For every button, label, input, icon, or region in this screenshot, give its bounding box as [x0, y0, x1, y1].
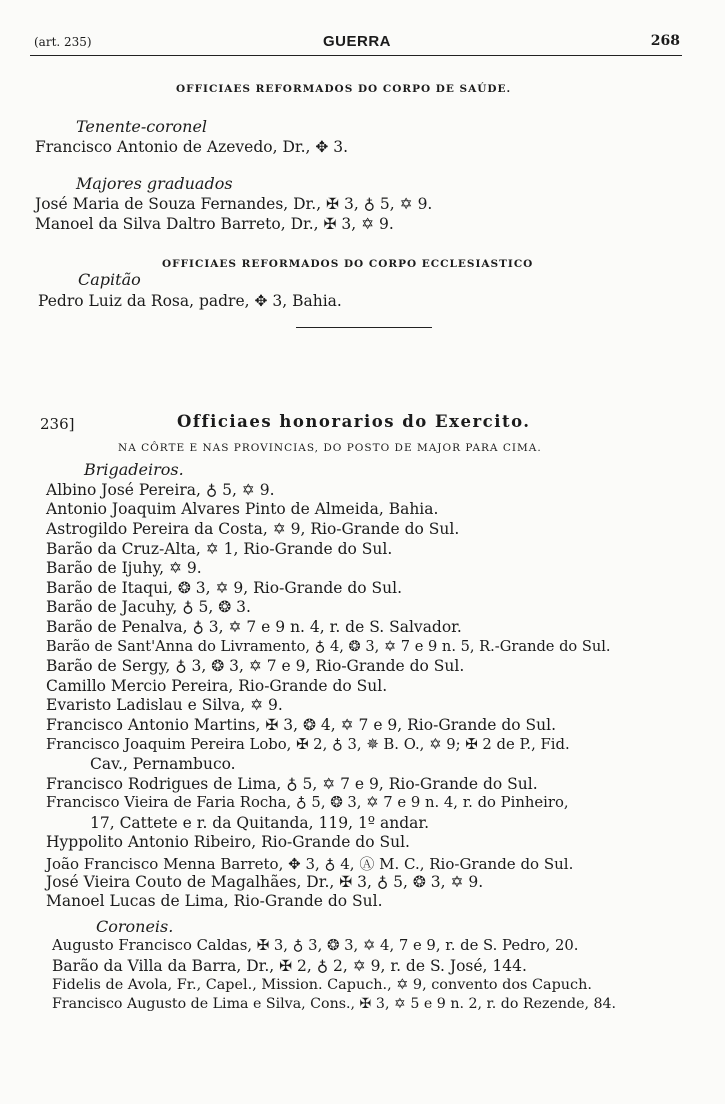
- list-item: Francisco Vieira de Faria Rocha, ♁ 5, ❂ 3, ✡ 7 e 9 n. 4, r. do Pinheiro,: [46, 794, 569, 811]
- page-header: [34, 33, 680, 53]
- list-item: Francisco Joaquim Pereira Lobo, ✠ 2, ♁ 3, ✵ B. O., ✡ 9; ✠ 2 de P., Fid.: [46, 736, 570, 753]
- list-item: Barão de Sant'Anna do Livramento, ♁ 4, ❂ 3, ✡ 7 e 9 n. 5, R.-Grande do Sul.: [46, 638, 611, 655]
- list-item: Astrogildo Pereira da Costa, ✡ 9, Rio-Grande do Sul.: [46, 520, 460, 538]
- list-item: Francisco Augusto de Lima e Silva, Cons., ✠ 3, ✡ 5 e 9 n. 2, r. do Rezende, 84.: [52, 996, 617, 1012]
- list-item: Evaristo Ladislau e Silva, ✡ 9.: [46, 696, 283, 714]
- article-range: (art. 235): [34, 35, 92, 49]
- list-item-continuation: Cav., Pernambuco.: [90, 755, 236, 773]
- list-item: Barão de Jacuhy, ♁ 5, ❂ 3.: [46, 598, 251, 616]
- list-item: Francisco Antonio Martins, ✠ 3, ❂ 4, ✡ 7 e 9, Rio-Grande do Sul.: [46, 716, 557, 734]
- rank-heading: Coroneis.: [96, 917, 174, 936]
- running-title: GUERRA: [322, 33, 391, 50]
- list-item: José Maria de Souza Fernandes, Dr., ✠ 3, ♁ 5, ✡ 9.: [35, 195, 433, 213]
- list-item: Barão de Ijuhy, ✡ 9.: [46, 559, 202, 577]
- article-subtitle: NA CÔRTE E NAS PROVINCIAS, DO POSTO DE MAJOR PARA CIMA.: [118, 442, 542, 454]
- list-item: José Vieira Couto de Magalhães, Dr., ✠ 3, ♁ 5, ❂ 3, ✡ 9.: [46, 873, 484, 891]
- list-item: João Francisco Menna Barreto, ✥ 3, ♁ 4, Ⓐ M. C., Rio-Grande do Sul.: [46, 855, 574, 873]
- list-item: Manoel da Silva Daltro Barreto, Dr., ✠ 3, ✡ 9.: [35, 215, 394, 233]
- section-title-saude: OFFICIAES REFORMADOS DO CORPO DE SAÚDE.: [176, 83, 512, 95]
- list-item: Barão da Villa da Barra, Dr., ✠ 2, ♁ 2, ✡ 9, r. de S. José, 144.: [52, 957, 527, 975]
- list-item: Barão de Penalva, ♁ 3, ✡ 7 e 9 n. 4, r. de S. Salvador.: [46, 618, 462, 636]
- header-rule: [30, 55, 682, 56]
- rank-heading: Majores graduados: [76, 174, 233, 193]
- list-item: Fidelis de Avola, Fr., Capel., Mission. Capuch., ✡ 9, convento dos Capuch.: [52, 977, 592, 993]
- rank-heading: Capitão: [78, 270, 141, 289]
- article-number: 236]: [40, 415, 75, 433]
- list-item: Barão de Itaqui, ❂ 3, ✡ 9, Rio-Grande do Sul.: [46, 579, 403, 597]
- list-item: Francisco Antonio de Azevedo, Dr., ✥ 3.: [35, 138, 349, 156]
- list-item: Barão de Sergy, ♁ 3, ❂ 3, ✡ 7 e 9, Rio-Grande do Sul.: [46, 657, 465, 675]
- list-item: Manoel Lucas de Lima, Rio-Grande do Sul.: [46, 892, 383, 910]
- list-item-continuation: 17, Cattete e r. da Quitanda, 119, 1º andar.: [90, 814, 430, 832]
- rank-heading: Brigadeiros.: [84, 460, 184, 479]
- list-item: Pedro Luiz da Rosa, padre, ✥ 3, Bahia.: [38, 292, 342, 310]
- article-title: Officiaes honorarios do Exercito.: [177, 412, 531, 431]
- list-item: Albino José Pereira, ♁ 5, ✡ 9.: [46, 481, 275, 499]
- section-separator: [296, 327, 432, 328]
- section-title-ecclesiastico: OFFICIAES REFORMADOS DO CORPO ECCLESIASTICO: [162, 258, 534, 270]
- list-item: Augusto Francisco Caldas, ✠ 3, ♁ 3, ❂ 3, ✡ 4, 7 e 9, r. de S. Pedro, 20.: [52, 937, 579, 954]
- rank-heading: Tenente-coronel: [76, 117, 208, 136]
- list-item: Francisco Rodrigues de Lima, ♁ 5, ✡ 7 e 9, Rio-Grande do Sul.: [46, 775, 538, 793]
- list-item: Barão da Cruz-Alta, ✡ 1, Rio-Grande do Sul.: [46, 540, 393, 558]
- page-number: 268: [650, 33, 680, 49]
- list-item: Camillo Mercio Pereira, Rio-Grande do Sul.: [46, 677, 388, 695]
- list-item: Hyppolito Antonio Ribeiro, Rio-Grande do Sul.: [46, 833, 410, 851]
- list-item: Antonio Joaquim Alvares Pinto de Almeida, Bahia.: [46, 500, 439, 518]
